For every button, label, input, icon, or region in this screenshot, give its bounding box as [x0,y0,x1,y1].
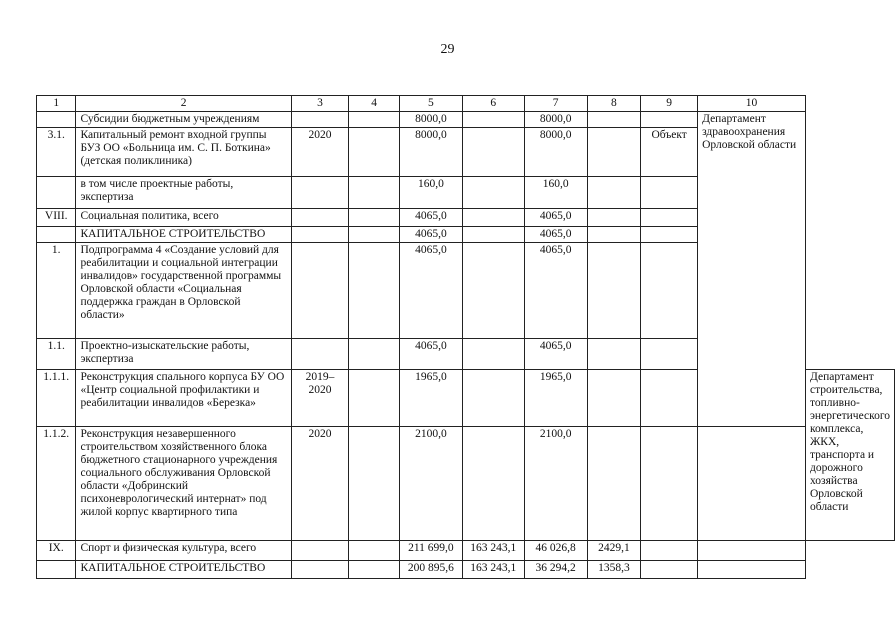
row-col4 [349,128,400,177]
row-col7: 8000,0 [524,112,587,128]
row-col8 [587,339,641,370]
table-row [37,541,895,561]
header-cell: 8 [587,96,641,112]
row-number [37,177,76,209]
header-cell: 1 [37,96,76,112]
row-number: VIII. [37,209,76,227]
row-col8 [587,112,641,128]
row-period [291,177,348,209]
row-col6 [462,177,524,209]
row-period [291,561,348,579]
row-total: 211 699,0 [400,541,463,561]
row-col6 [462,427,524,541]
row-name: Реконструкция спального корпуса БУ ОО «Центр социальной профилактики и реабилитации инвалидов «Березка» [76,370,291,427]
row-col6 [462,112,524,128]
row-col7: 36 294,2 [524,561,587,579]
row-total: 4065,0 [400,339,463,370]
row-number: 3.1. [37,128,76,177]
row-total: 200 895,6 [400,561,463,579]
row-col4 [349,243,400,339]
row-col7: 4065,0 [524,243,587,339]
row-name: в том числе проектные работы, экспертиза [76,177,291,209]
row-col6 [462,370,524,427]
row-col4 [349,112,400,128]
row-total: 160,0 [400,177,463,209]
row-number: 1.1.1. [37,370,76,427]
row-col7: 160,0 [524,177,587,209]
row-col4 [349,227,400,243]
row-col8 [587,209,641,227]
header-cell: 9 [641,96,698,112]
row-total: 8000,0 [400,112,463,128]
row-total: 4065,0 [400,227,463,243]
row-period: 2019–2020 [291,370,348,427]
row-col8 [587,227,641,243]
row-col7: 2100,0 [524,427,587,541]
row-number [37,561,76,579]
row-col6: 163 243,1 [462,561,524,579]
row-col9 [641,561,698,579]
row-col6 [462,339,524,370]
row-name: Социальная политика, всего [76,209,291,227]
row-col9 [641,427,698,541]
row-col9 [641,541,698,561]
row-period [291,227,348,243]
row-name: Спорт и физическая культура, всего [76,541,291,561]
row-col6 [462,243,524,339]
row-col7: 4065,0 [524,209,587,227]
table-row [37,112,895,128]
row-total: 8000,0 [400,128,463,177]
row-col6: 163 243,1 [462,541,524,561]
row-department [698,541,806,561]
row-name: Проектно-изыскательские работы, экспертиза [76,339,291,370]
row-name: Реконструкция незавершенного строительством хозяйственного блока бюджетного стационарного учреждения социального обслуживания Орловской области «Добринский психоневрологический интернат» под жилой корпус квартирного типа [76,427,291,541]
row-col7: 8000,0 [524,128,587,177]
row-col9 [641,209,698,227]
header-cell: 3 [291,96,348,112]
row-col8 [587,177,641,209]
header-cell: 4 [349,96,400,112]
row-col9 [641,112,698,128]
row-col8: 1358,3 [587,561,641,579]
row-period [291,541,348,561]
row-total: 4065,0 [400,243,463,339]
row-department: Департамент здравоохранения Орловской области [698,112,806,427]
row-col9 [641,177,698,209]
row-col4 [349,427,400,541]
row-department: Департамент строительства, топливно-энергетического комплекса, ЖКХ, транспорта и дорожного хозяйства Орловской области [806,370,895,541]
row-col8: 2429,1 [587,541,641,561]
header-cell: 10 [698,96,806,112]
row-col9 [641,227,698,243]
row-name: КАПИТАЛЬНОЕ СТРОИТЕЛЬСТВО [76,561,291,579]
row-total: 4065,0 [400,209,463,227]
row-period [291,339,348,370]
table-row [37,427,895,541]
row-name: Подпрограмма 4 «Создание условий для реабилитации и социальной интеграции инвалидов» государственной программы Орловской области «Социальная поддержка граждан в Орловской области» [76,243,291,339]
row-col6 [462,227,524,243]
row-col4 [349,541,400,561]
table-row [37,561,895,579]
row-col8 [587,370,641,427]
row-period: 2020 [291,427,348,541]
row-col4 [349,177,400,209]
row-period [291,112,348,128]
row-col7: 4065,0 [524,339,587,370]
header-cell: 2 [76,96,291,112]
row-col8 [587,128,641,177]
row-number: 1.1. [37,339,76,370]
row-col6 [462,128,524,177]
row-col7: 46 026,8 [524,541,587,561]
row-col9 [641,370,698,427]
row-number [37,227,76,243]
row-col7: 4065,0 [524,227,587,243]
row-col6 [462,209,524,227]
row-department [698,561,806,579]
row-number: IX. [37,541,76,561]
page-number: 29 [440,42,455,57]
row-name: КАПИТАЛЬНОЕ СТРОИТЕЛЬСТВО [76,227,291,243]
row-period [291,209,348,227]
budget-table [36,95,895,579]
row-period: 2020 [291,128,348,177]
row-total: 2100,0 [400,427,463,541]
row-col9 [641,243,698,339]
header-cell: 5 [400,96,463,112]
row-col4 [349,209,400,227]
header-cell: 7 [524,96,587,112]
row-col9 [641,339,698,370]
row-total: 1965,0 [400,370,463,427]
row-col7: 1965,0 [524,370,587,427]
row-col8 [587,243,641,339]
header-cell: 6 [462,96,524,112]
row-col4 [349,370,400,427]
row-col4 [349,339,400,370]
row-number: 1.1.2. [37,427,76,541]
header-row [37,96,895,112]
row-col8 [587,427,641,541]
row-col9: Объект [641,128,698,177]
row-number: 1. [37,243,76,339]
row-name: Субсидии бюджетным учреждениям [76,112,291,128]
row-name: Капитальный ремонт входной группы БУЗ ОО «Больница им. С. П. Боткина» (детская поликлиника) [76,128,291,177]
row-col4 [349,561,400,579]
row-period [291,243,348,339]
row-number [37,112,76,128]
